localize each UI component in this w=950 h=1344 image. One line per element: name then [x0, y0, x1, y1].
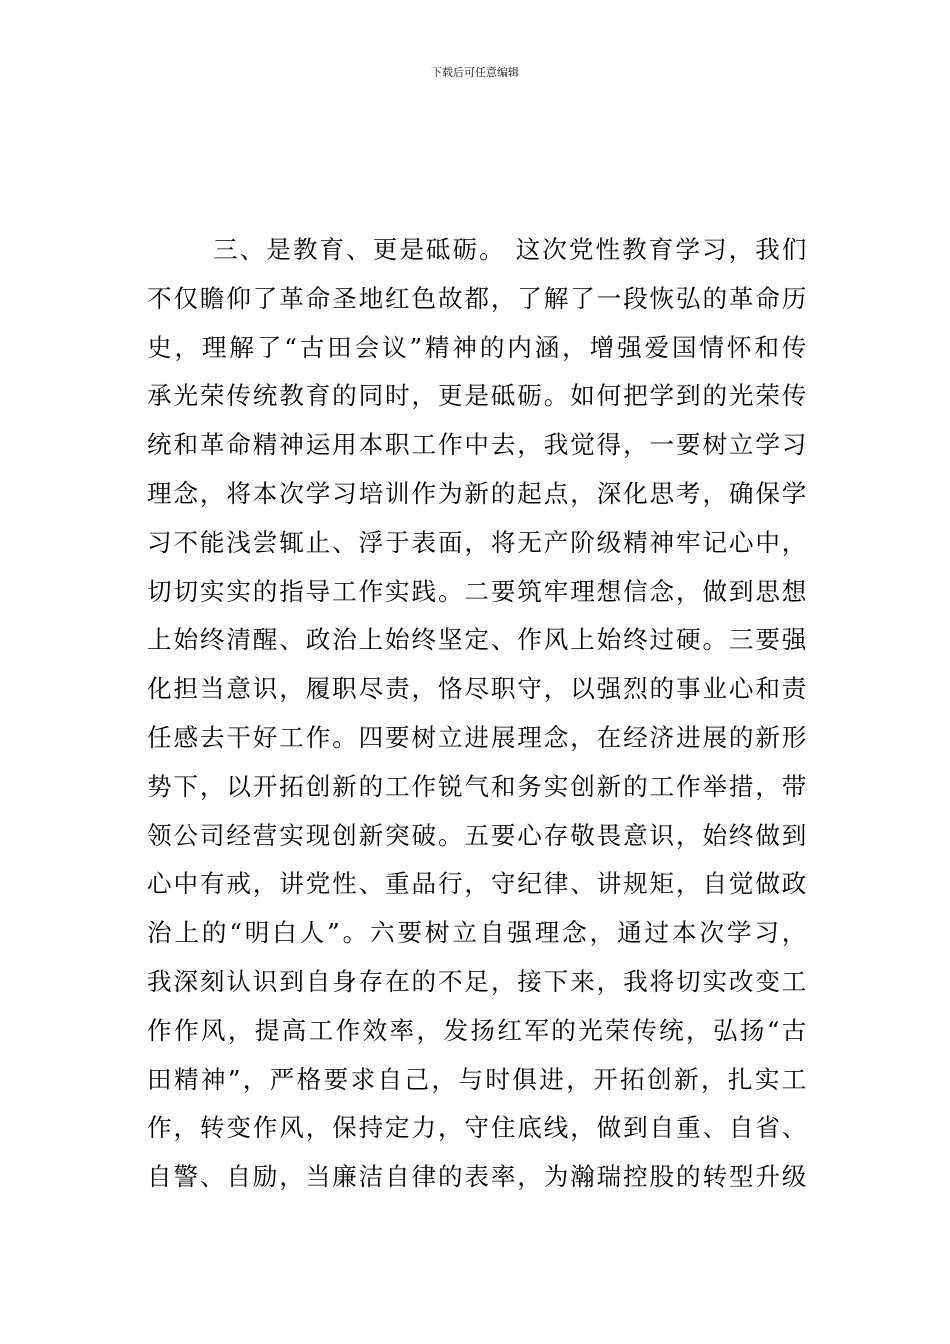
paragraph-line: 切切实实的指导工作实践。二要筑牢理想信念，做到思想: [147, 576, 807, 606]
paragraph-line: 势下，以开拓创新的工作锐气和务实创新的工作举措，带: [147, 771, 807, 801]
paragraph-line: 作，转变作风，保持定力，守住底线，做到自重、自省、: [147, 1113, 807, 1143]
paragraph-line: 三、是教育、更是砥砺。 这次党性教育学习，我们: [213, 235, 807, 264]
paragraph-line: 治上的“明白人”。六要树立自强理念，通过本次学习，: [147, 918, 807, 948]
paragraph-line: 领公司经营实现创新突破。五要心存敬畏意识，始终做到: [147, 820, 807, 850]
page-header: 下载后可任意编辑: [431, 66, 519, 79]
paragraph-line: 承光荣传统教育的同时，更是砥砺。如何把学到的光荣传: [147, 381, 807, 411]
paragraph-line: 统和革命精神运用本职工作中去，我觉得，一要树立学习: [147, 430, 807, 460]
paragraph-line: 理念，将本次学习培训作为新的起点，深化思考，确保学: [147, 478, 807, 508]
paragraph-line: 习不能浅尝辄止、浮于表面，将无产阶级精神牢记心中，: [147, 527, 807, 557]
paragraph-line: 自警、自励，当廉洁自律的表率，为瀚瑞控股的转型升级: [147, 1162, 807, 1192]
paragraph-line: 心中有戒，讲党性、重品行，守纪律、讲规矩，自觉做政: [147, 869, 807, 899]
body-paragraph: [147, 226, 807, 1202]
paragraph-line: 上始终清醒、政治上始终坚定、作风上始终过硬。三要强: [147, 625, 807, 655]
paragraph-line: 作作风，提高工作效率，发扬红军的光荣传统，弘扬“古: [147, 1015, 807, 1045]
paragraph-line: 我深刻认识到自身存在的不足，接下来，我将切实改变工: [147, 966, 807, 996]
paragraph-line: 化担当意识，履职尽责，恪尽职守，以强烈的事业心和责: [147, 674, 807, 704]
paragraph-line: 任感去干好工作。四要树立进展理念，在经济进展的新形: [147, 722, 807, 752]
paragraph-line: 史，理解了“古田会议”精神的内涵，增强爱国情怀和传: [147, 332, 807, 362]
paragraph-line: 不仅瞻仰了革命圣地红色故都，了解了一段恢弘的革命历: [147, 283, 807, 313]
paragraph-line: 田精神”，严格要求自己，与时俱进，开拓创新，扎实工: [147, 1064, 807, 1094]
